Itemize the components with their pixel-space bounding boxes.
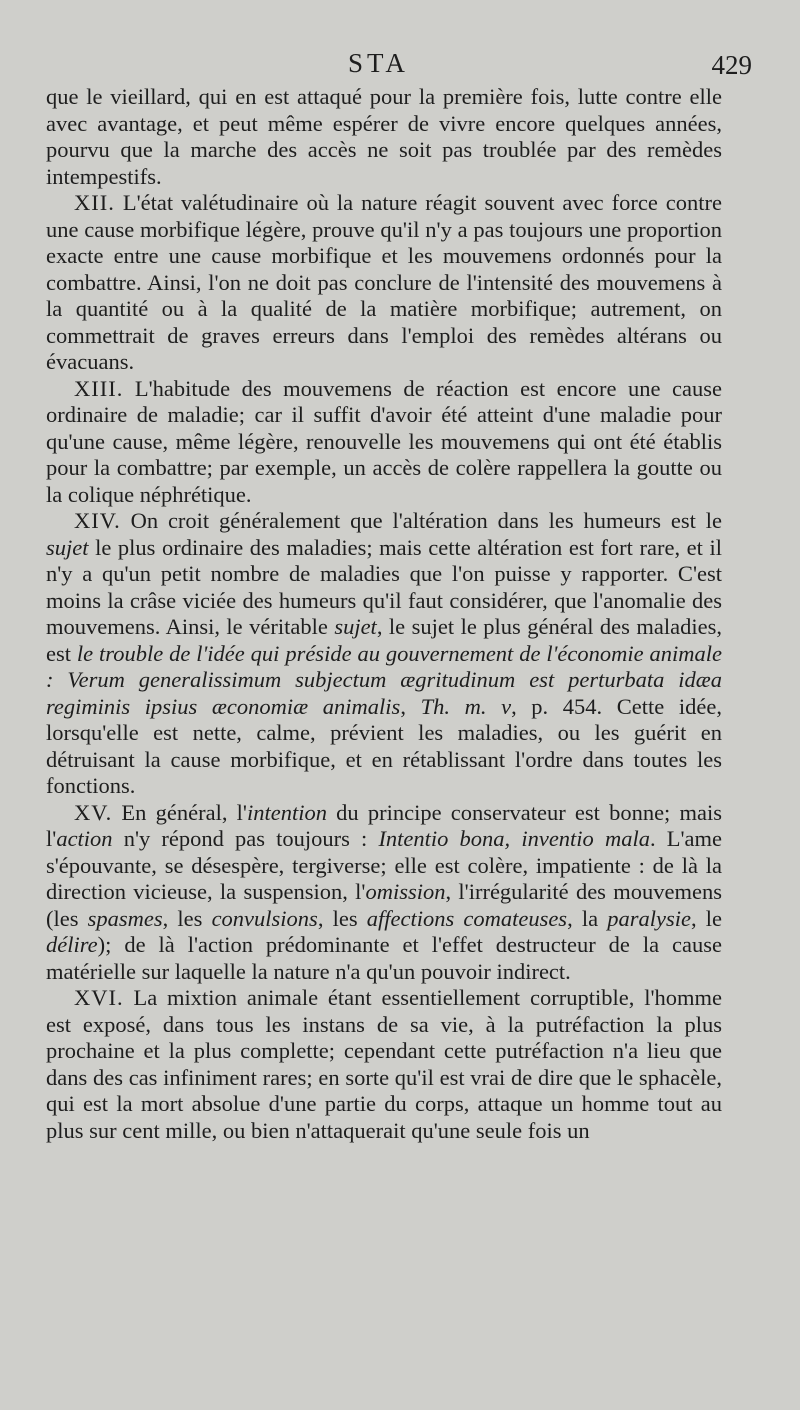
italic-text: sujet (46, 534, 89, 560)
text-run: . L'ame s'épouvante, se désespère, tergiverse; elle est colère, impatiente : de là la direction vicieuse, la suspension, l' (46, 826, 722, 904)
paragraph (46, 376, 722, 509)
text-run: le plus ordinaire des maladies; mais cette altération est fort rare, et il n'y a qu'un petit nombre de maladies que l'on puisse y rapporter. C'est moins la crâse viciée des humeurs qu'il faut considérer, que l'anomalie des mouvemens. Ainsi, le véritable (46, 534, 722, 639)
body-text (46, 84, 722, 1144)
text-run: du principe conservateur est bonne; mais l' (46, 799, 722, 851)
page-header (0, 44, 800, 84)
paragraph (46, 508, 722, 800)
text-run: En général, l' (112, 799, 247, 825)
text-run: L'habitude des mouvemens de réaction est encore une cause ordinaire de maladie; car il suffit d'avoir été atteint d'une maladie pour qu'une cause, même légère, renouvelle les mouvemens qui ont été établis pour la combattre; par exemple, un accès de colère rappellera la goutte ou la colique néphrétique. (46, 375, 722, 507)
italic-text: intention (246, 799, 327, 825)
text-run: , les (162, 905, 212, 931)
section-number: XIII. (74, 375, 124, 401)
text-run: , (400, 693, 421, 719)
section-number: XII. (74, 190, 115, 215)
italic-text: sujet (334, 614, 377, 639)
text-run: , la (567, 905, 608, 931)
text-run: , p. 454. Cette idée, lorsqu'elle est nette, calme, prévient les maladies, ou les guérit en détruisant la cause morbifique, et en rétablissant l'ordre dans toutes les fonctions. (46, 693, 723, 798)
text-run: L'état valétudinaire où la nature réagit souvent avec force contre une cause morbifique légère, prouve qu'il n'y a pas toujours une proportion exacte entre une cause morbifique et les mouvemens ordonnés pour la combattre. Ainsi, l'on ne doit pas conclure de l'intensité des mouvemens à la quantité ou à la qualité de la matière morbifique; autrement, on commettrait de graves erreurs dans l'emploi des remèdes altérans ou évacuans. (46, 190, 722, 374)
text-run: , le (690, 905, 722, 931)
italic-text: affections comateuses (366, 905, 568, 931)
text-run: que le vieillard, qui en est attaqué pour la première fois, lutte contre elle avec avantage, et peut même espérer de vivre encore quelques années, pourvu que la marche des accès ne soit pas troublée par des remèdes intempestifs. (46, 84, 722, 189)
text-run: La mixtion animale étant essentiellement corruptible, l'homme est exposé, dans tous les instans de sa vie, à la putréfaction la plus prochaine et la plus complette; cependant cette putréfaction n'a lieu que dans des cas infiniment rares; en sorte qu'il est vrai de dire que le sphacèle, qui est la mort absolue d'une partie du corps, attaque un homme tout au plus sur cent mille, ou bien n'attaquerait qu'une seule fois un (46, 985, 722, 1143)
italic-text: le trouble de l'idée qui préside au gouvernement de l'économie animale : Verum generalissimum subjectum ægritudinum est perturbata idæa regiminis ipsius æconomiæ animalis (46, 640, 722, 719)
text-run: , l'irrégularité des mouvemens (les (46, 879, 722, 931)
italic-text: action (56, 826, 113, 851)
text-run: , les (317, 905, 367, 931)
italic-text: convulsions (211, 905, 318, 931)
section-number: XVI. (74, 985, 124, 1010)
section-number: XIV. (74, 508, 121, 533)
page-number: 429 (711, 50, 752, 80)
italic-text: spasmes (87, 905, 163, 931)
text-run: ); de là l'action prédominante et l'effet destructeur de la cause matérielle sur laquelle la nature n'a qu'un pouvoir indirect. (46, 932, 722, 984)
paragraph (46, 800, 722, 986)
italic-text: paralysie (607, 905, 691, 931)
paragraph (46, 985, 722, 1144)
paragraph (46, 190, 722, 376)
text-run: , le sujet le plus général des maladies, est (46, 614, 722, 666)
text-run: n'y répond pas toujours : (112, 826, 379, 851)
section-number: XV. (74, 799, 113, 825)
italic-text: délire (46, 932, 98, 957)
italic-text: Intentio bona, inventio mala (378, 826, 650, 851)
running-head: STA (348, 48, 409, 78)
text-run: On croit généralement que l'altération dans les humeurs est le (120, 508, 722, 533)
paragraph (46, 84, 722, 190)
italic-text: Th. m. v (420, 693, 512, 719)
italic-text: omission (365, 879, 446, 904)
